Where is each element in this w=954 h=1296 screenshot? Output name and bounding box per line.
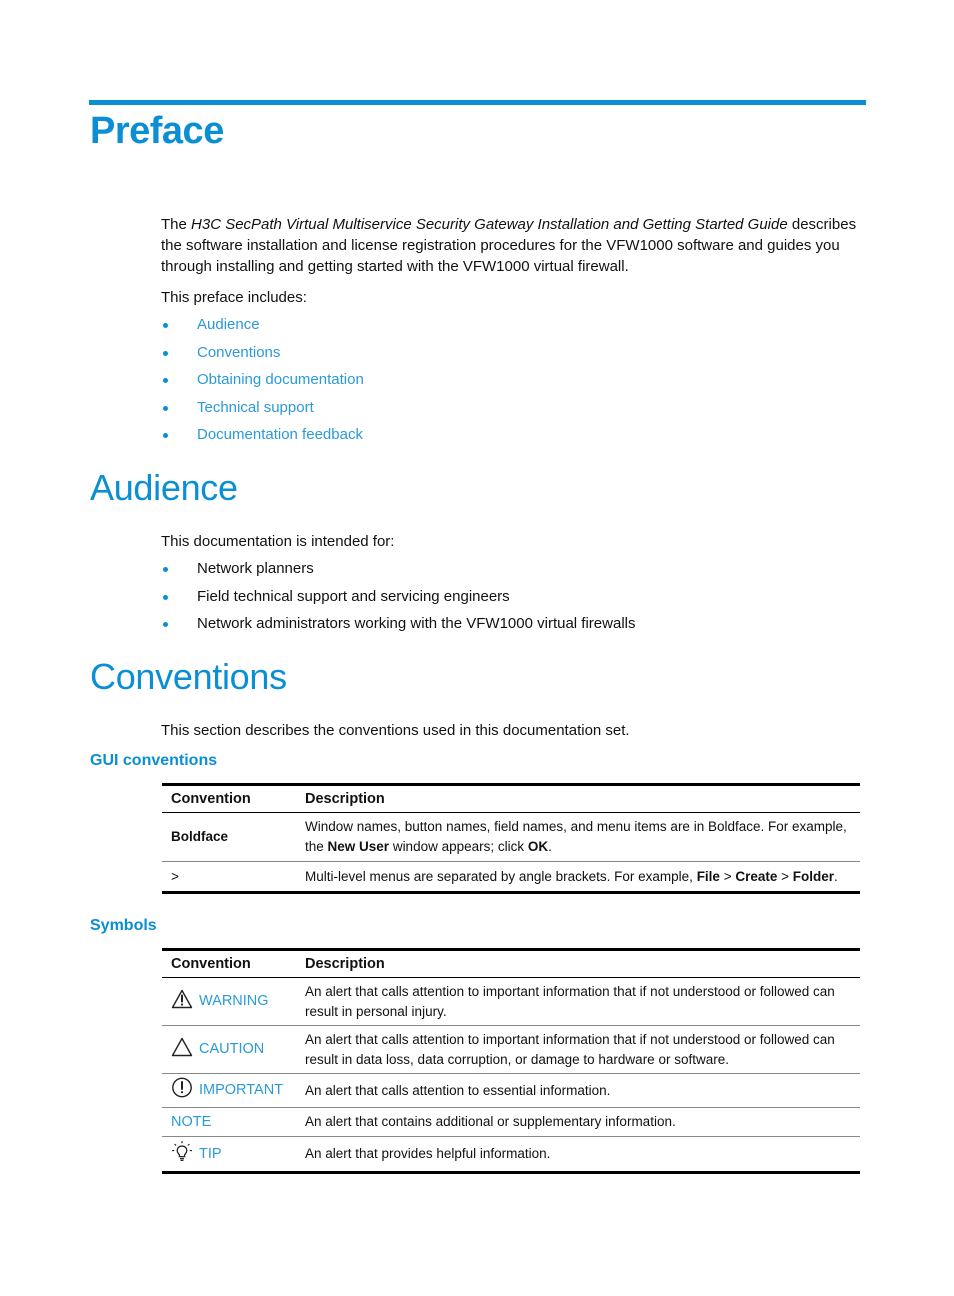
- includes-label: This preface includes:: [161, 289, 307, 306]
- bullet-icon: [163, 323, 168, 328]
- table-row: [162, 1108, 860, 1137]
- column-header-description: Description: [296, 950, 860, 978]
- description-cell: [296, 813, 860, 862]
- toc-item[interactable]: [161, 370, 364, 398]
- column-header-description: Description: [296, 785, 860, 813]
- bold-term: File: [696, 868, 720, 884]
- tip-lightbulb-icon: [171, 1140, 193, 1162]
- description-text: .: [834, 868, 838, 884]
- description-text: window appears; click: [389, 839, 528, 854]
- table-row: [162, 978, 860, 1026]
- bullet-icon: [163, 433, 168, 438]
- warning-symbol: [171, 989, 269, 1009]
- bullet-icon: [163, 595, 168, 600]
- convention-cell: >: [162, 862, 296, 893]
- tip-symbol: [171, 1140, 222, 1162]
- description-text: >: [719, 868, 736, 884]
- symbols-heading: Symbols: [90, 917, 157, 934]
- intro-prefix: The: [161, 216, 192, 233]
- description-cell: [296, 862, 860, 893]
- description-cell: An alert that calls attention to important information that if not understood or followed can result in personal injury.: [296, 978, 860, 1026]
- bold-term: Folder: [792, 868, 835, 884]
- bold-term: Create: [735, 868, 778, 884]
- symbol-label: NOTE: [171, 1114, 212, 1130]
- audience-item-label: Field technical support and servicing engineers: [197, 587, 510, 605]
- table-row: [162, 1026, 860, 1074]
- bullet-icon: [163, 406, 168, 411]
- audience-list: [161, 559, 635, 642]
- description-cell: An alert that provides helpful information.: [296, 1137, 860, 1173]
- column-header-convention: Convention: [162, 950, 296, 978]
- audience-item-label: Network administrators working with the VFW1000 virtual firewalls: [197, 615, 636, 632]
- note-symbol: [171, 1114, 211, 1130]
- toc-item[interactable]: [161, 398, 364, 426]
- convention-cell: [162, 978, 296, 1026]
- symbol-label: CAUTION: [199, 1040, 265, 1057]
- description-cell: An alert that contains additional or supplementary information.: [296, 1108, 860, 1137]
- description-cell: An alert that calls attention to essential information.: [296, 1074, 860, 1108]
- caution-symbol: [171, 1037, 264, 1057]
- gui-conventions-heading: GUI conventions: [90, 752, 218, 769]
- list-item: [161, 559, 635, 587]
- description-text: Multi-level menus are separated by angle brackets. For example,: [305, 868, 697, 884]
- caution-triangle-icon: [171, 1037, 193, 1057]
- symbol-label: IMPORTANT: [199, 1082, 284, 1098]
- table-row: [162, 813, 860, 862]
- conventions-intro: This section describes the conventions used in this documentation set.: [161, 722, 630, 739]
- gui-conventions-table: [162, 783, 860, 894]
- intro-paragraph: [161, 214, 866, 277]
- description-text: >: [777, 868, 793, 884]
- toc-item[interactable]: [161, 315, 364, 343]
- convention-cell: Boldface: [162, 813, 296, 862]
- bullet-icon: [163, 378, 168, 383]
- toc-item[interactable]: [161, 425, 364, 453]
- toc-link-audience[interactable]: Audience: [197, 316, 260, 333]
- intro-suffix: describes the software installation and license registration procedures for the VFW1000 software and guides you through installing and getting started with the VFW1000 virtual firewall.: [161, 216, 857, 275]
- convention-cell: [162, 1026, 296, 1074]
- table-row: [162, 1137, 860, 1173]
- toc-item[interactable]: [161, 343, 364, 371]
- bullet-icon: [163, 567, 168, 572]
- toc-list: [161, 315, 364, 453]
- warning-triangle-icon: [171, 989, 193, 1009]
- symbol-label: TIP: [199, 1146, 222, 1162]
- table-header-row: [162, 950, 860, 978]
- heading-rule: [89, 100, 866, 105]
- convention-cell: [162, 1137, 296, 1173]
- page-title: Preface: [90, 110, 224, 152]
- audience-intro: This documentation is intended for:: [161, 533, 395, 550]
- toc-link-documentation-feedback[interactable]: Documentation feedback: [197, 426, 363, 443]
- toc-link-conventions[interactable]: Conventions: [197, 343, 281, 361]
- bold-term: OK: [527, 839, 549, 854]
- toc-link-technical-support[interactable]: Technical support: [197, 398, 314, 416]
- description-text: Window names, button names, field names, and menu items are in Boldface. For example, the: [305, 819, 847, 854]
- conventions-heading: Conventions: [90, 656, 287, 697]
- guide-title: H3C SecPath Virtual Multiservice Security Gateway Installation and Getting Started Guide: [191, 216, 788, 233]
- column-header-convention: Convention: [162, 785, 296, 813]
- important-symbol: [171, 1077, 283, 1098]
- list-item: [161, 587, 635, 615]
- bullet-icon: [163, 351, 168, 356]
- list-item: [161, 614, 635, 642]
- description-cell: An alert that calls attention to important information that if not understood or followed can result in data loss, data corruption, or damage to hardware or software.: [296, 1026, 860, 1074]
- bullet-icon: [163, 622, 168, 627]
- convention-cell: [162, 1108, 296, 1137]
- toc-link-obtaining-documentation[interactable]: Obtaining documentation: [197, 371, 364, 388]
- audience-heading: Audience: [90, 467, 238, 508]
- table-row: [162, 1074, 860, 1108]
- convention-cell: [162, 1074, 296, 1108]
- description-text: .: [548, 839, 552, 854]
- symbols-table: [162, 948, 860, 1174]
- audience-item-label: Network planners: [197, 560, 314, 577]
- symbol-label: WARNING: [199, 992, 269, 1009]
- table-header-row: [162, 785, 860, 813]
- important-exclamation-icon: [171, 1077, 193, 1098]
- table-row: [162, 862, 860, 893]
- bold-term: New User: [327, 839, 390, 854]
